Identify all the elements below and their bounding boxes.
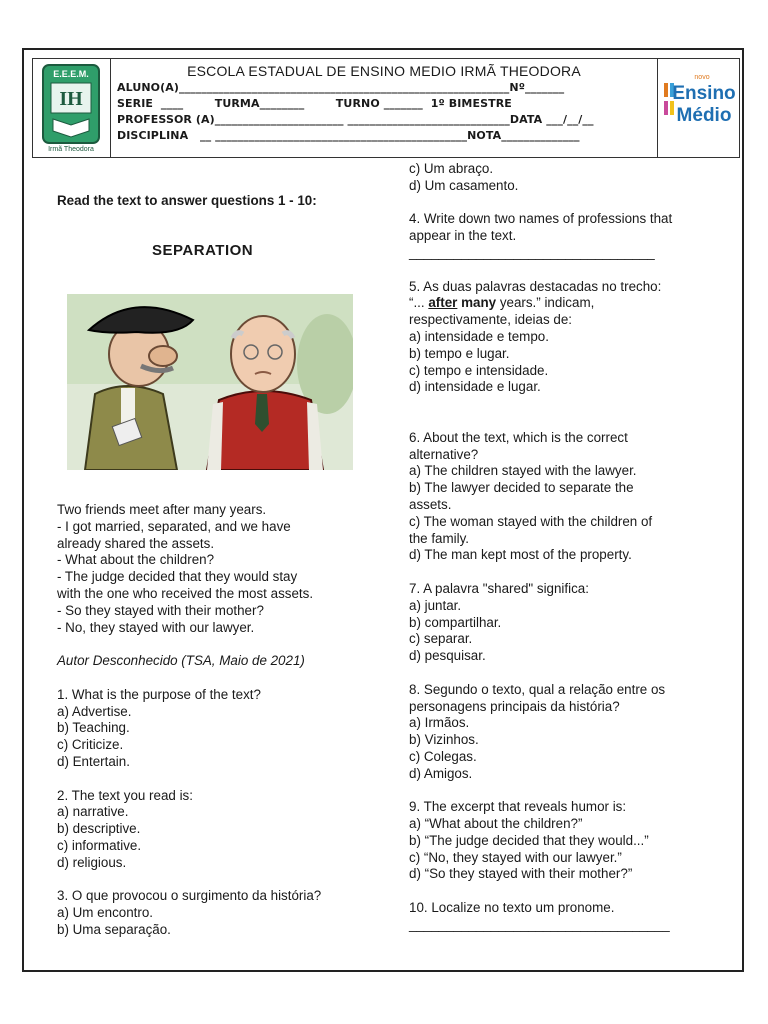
ensino-medio-logo: [657, 59, 739, 157]
two-old-men-illustration: [67, 294, 353, 470]
quote-close: years.” indicam,: [496, 295, 595, 311]
question-6-line: alternative?: [409, 446, 479, 462]
option[interactable]: b) Teaching.: [57, 720, 130, 736]
school-logo: [33, 59, 111, 157]
svg-text:Irmã Theodora: Irmã Theodora: [48, 146, 94, 153]
option[interactable]: d) Amigos.: [409, 765, 473, 781]
option[interactable]: c) separar.: [409, 631, 473, 647]
text-title: SEPARATION: [152, 242, 254, 259]
option[interactable]: b) tempo e lugar.: [409, 345, 510, 361]
option[interactable]: c) Um abraço.: [409, 161, 494, 176]
teacher-date-field[interactable]: PROFESSOR (A)_______________________ _____________________________DATA ___/__/__: [117, 113, 594, 126]
author-credit: Autor Desconhecido (TSA, Maio de 2021): [57, 653, 305, 669]
question-4: 4. Write down two names of professions that: [409, 211, 673, 227]
story-line: with the one who received the most assets.: [57, 585, 314, 601]
svg-text:Médio: Médio: [676, 105, 732, 126]
story-line: - No, they stayed with our lawyer.: [57, 619, 255, 635]
question-8: 8. Segundo o texto, qual a relação entre os: [409, 681, 666, 697]
answer-blank[interactable]: ___________________________________: [409, 916, 670, 932]
option[interactable]: d) The man kept most of the property.: [409, 547, 632, 563]
question-5-line: respectivamente, ideias de:: [409, 312, 573, 328]
question-1: 1. What is the purpose of the text?: [57, 686, 261, 702]
option[interactable]: a) narrative.: [57, 804, 129, 820]
option[interactable]: b) compartilhar.: [409, 614, 502, 630]
option[interactable]: b) Vizinhos.: [409, 732, 479, 748]
worksheet-page: [22, 48, 744, 972]
story-line: Two friends meet after many years.: [57, 502, 267, 517]
option[interactable]: d) pesquisar.: [409, 648, 486, 664]
school-crest-icon: [33, 59, 109, 155]
question-9: 9. The excerpt that reveals humor is:: [409, 799, 627, 815]
svg-text:E.E.E.M.: E.E.E.M.: [53, 69, 89, 79]
story-text: [57, 502, 377, 939]
option[interactable]: a) Um encontro.: [57, 905, 154, 921]
answer-blank[interactable]: _________________________________: [409, 244, 655, 260]
option-cont[interactable]: assets.: [409, 496, 452, 512]
option[interactable]: c) The woman stayed with the children of: [409, 513, 653, 529]
ensino-medio-logo-icon: [658, 59, 738, 155]
svg-text:novo: novo: [694, 74, 710, 81]
option[interactable]: d) “So they stayed with their mother?”: [409, 866, 633, 882]
question-8-line: personagens principais da história?: [409, 698, 620, 714]
question-5-quote: [409, 295, 739, 312]
option[interactable]: a) juntar.: [409, 597, 462, 613]
class-info-field[interactable]: SERIE ____ TURMA________ TURNO _______ 1º BIMESTRE: [117, 97, 512, 110]
option[interactable]: b) descriptive.: [57, 821, 141, 837]
option[interactable]: c) “No, they stayed with our lawyer.”: [409, 849, 622, 865]
option[interactable]: b) The lawyer decided to separate the: [409, 480, 634, 496]
option[interactable]: c) Criticize.: [57, 737, 124, 753]
option[interactable]: b) Uma separação.: [57, 921, 171, 937]
header-fields: [111, 59, 657, 157]
option[interactable]: c) informative.: [57, 837, 142, 853]
question-4-line: appear in the text.: [409, 228, 517, 244]
highlighted-word-after: after: [428, 295, 458, 311]
question-3: 3. O que provocou o surgimento da história?: [57, 888, 322, 904]
option[interactable]: a) “What about the children?”: [409, 816, 583, 832]
story-line: - I got married, separated, and we have: [57, 518, 291, 534]
story-line: already shared the assets.: [57, 535, 215, 551]
svg-text:IH: IH: [59, 88, 83, 110]
highlighted-word-many: many: [461, 295, 497, 311]
quote-open: “...: [409, 295, 429, 311]
option[interactable]: d) Entertain.: [57, 753, 130, 769]
student-name-field[interactable]: ALUNO(A)___________________________________________________________Nº_______: [117, 81, 565, 94]
question-10: 10. Localize no texto um pronome.: [409, 900, 615, 916]
question-6: 6. About the text, which is the correct: [409, 429, 628, 445]
option[interactable]: c) Colegas.: [409, 748, 477, 764]
option-cont[interactable]: the family.: [409, 530, 470, 546]
option[interactable]: d) religious.: [57, 854, 127, 870]
option[interactable]: d) intensidade e lugar.: [409, 379, 541, 395]
svg-text:Ensino: Ensino: [672, 83, 736, 104]
story-line: - What about the children?: [57, 552, 215, 568]
subject-grade-field[interactable]: DISCIPLINA __ _____________________________________________NOTA______________: [117, 129, 580, 142]
right-column: [409, 161, 739, 934]
question-5: 5. As duas palavras destacadas no trecho:: [409, 278, 662, 294]
option[interactable]: b) “The judge decided that they would...”: [409, 832, 649, 848]
option[interactable]: a) The children stayed with the lawyer.: [409, 463, 637, 479]
question-7: 7. A palavra "shared" significa:: [409, 580, 589, 596]
option[interactable]: d) Um casamento.: [409, 177, 519, 193]
option[interactable]: a) Irmãos.: [409, 715, 470, 731]
option[interactable]: c) tempo e intensidade.: [409, 362, 549, 378]
story-line: - The judge decided that they would stay: [57, 569, 298, 585]
option[interactable]: a) intensidade e tempo.: [409, 328, 549, 344]
question-2: 2. The text you read is:: [57, 787, 193, 803]
school-name: ESCOLA ESTADUAL DE ENSINO MEDIO IRMÃ THEODORA: [187, 63, 581, 79]
story-line: - So they stayed with their mother?: [57, 602, 264, 618]
reading-instruction: Read the text to answer questions 1 - 10:: [57, 193, 317, 208]
header-box: [32, 58, 740, 158]
option[interactable]: a) Advertise.: [57, 703, 132, 719]
